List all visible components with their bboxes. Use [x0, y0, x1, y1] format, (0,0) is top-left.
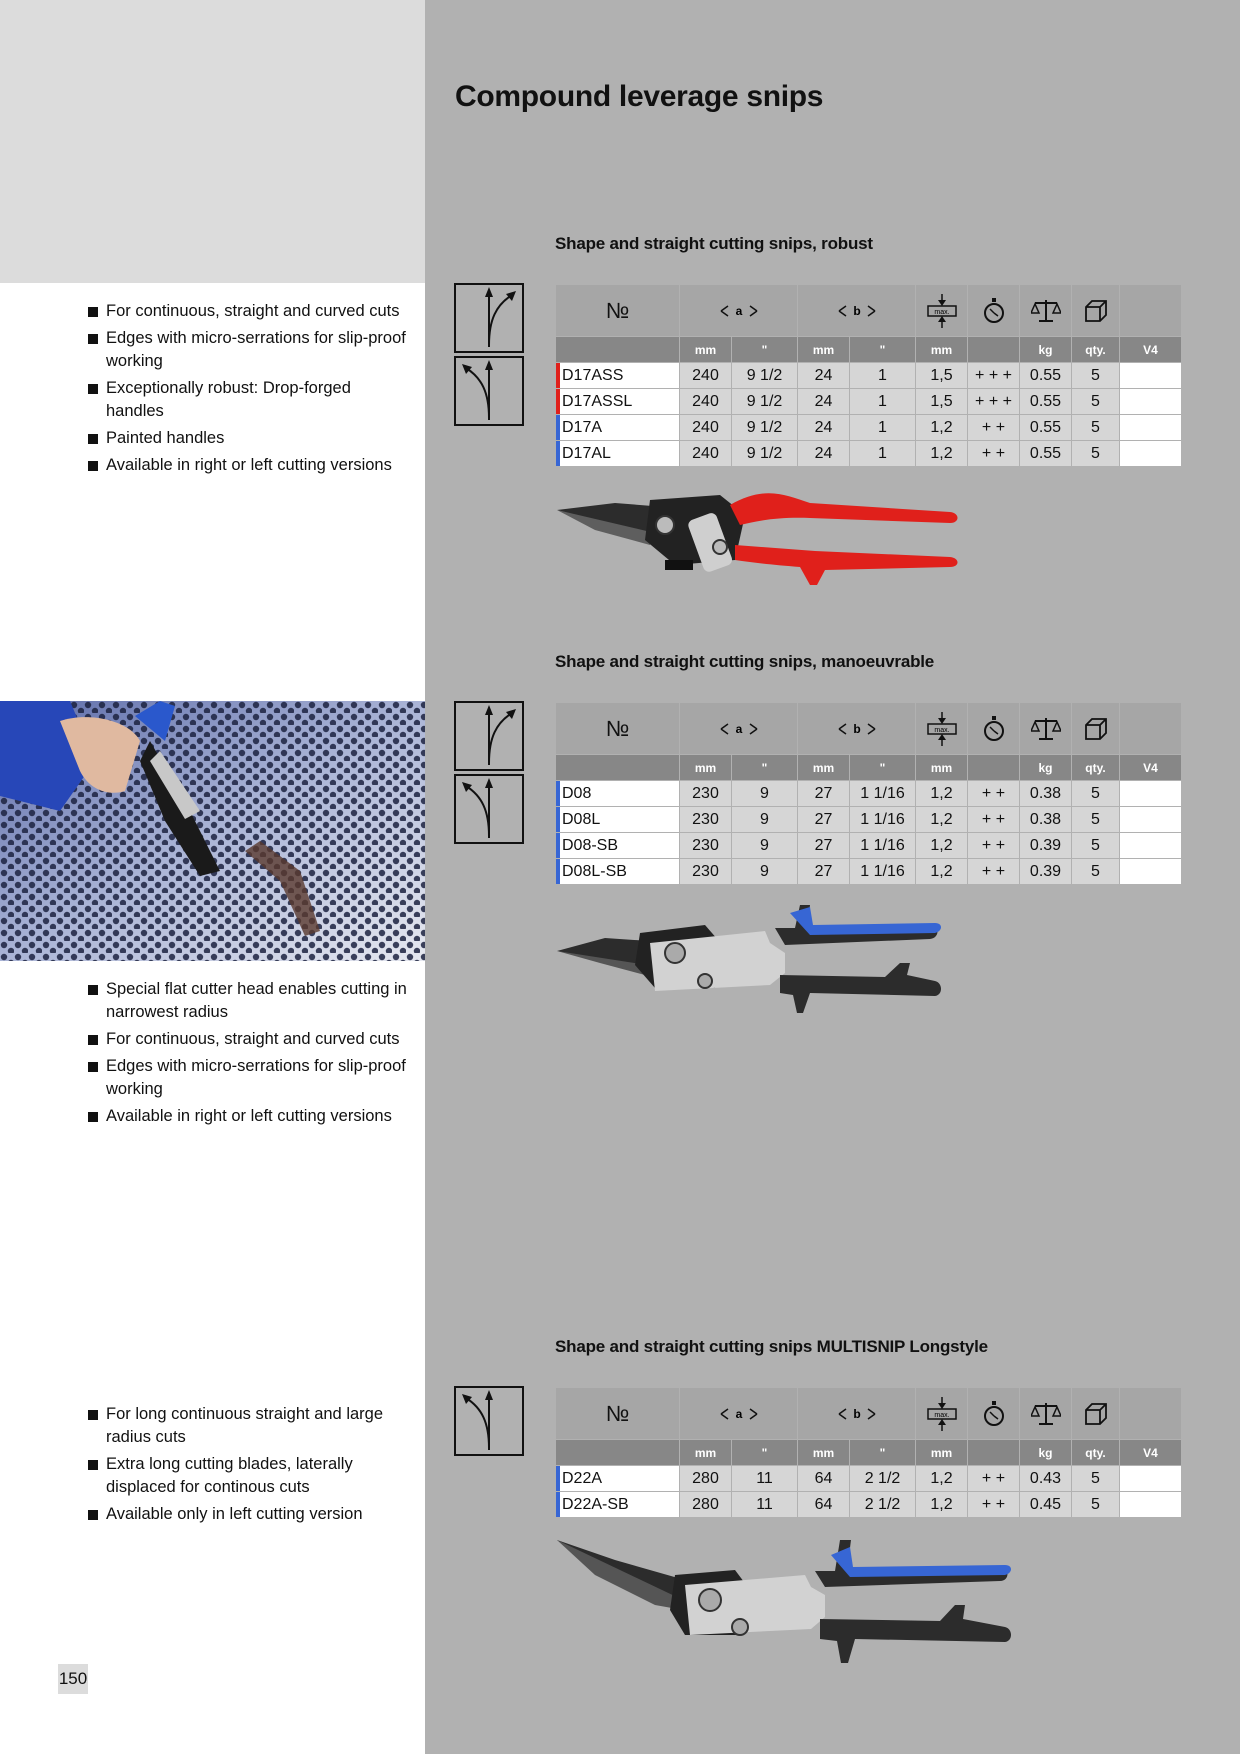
cell: 1,2 — [916, 859, 968, 885]
max-thickness-icon — [916, 703, 968, 755]
article-code: D17ASS — [556, 363, 680, 389]
cell: 1 1/16 — [850, 859, 916, 885]
cell: 280 — [680, 1492, 732, 1518]
package-box-icon — [1072, 285, 1120, 337]
cell: 1 — [850, 441, 916, 467]
cell: 1,2 — [916, 1466, 968, 1492]
cell: 230 — [680, 807, 732, 833]
unit-label: mm — [680, 755, 732, 781]
cell: 9 1/2 — [732, 441, 798, 467]
cell: 1,5 — [916, 389, 968, 415]
unit-label: mm — [798, 337, 850, 363]
cell: 0.55 — [1020, 389, 1072, 415]
article-code: D08 — [556, 781, 680, 807]
article-code: D17ASSL — [556, 389, 680, 415]
cell: + + + — [968, 363, 1020, 389]
cell: 1 1/16 — [850, 781, 916, 807]
cell: + + — [968, 781, 1020, 807]
cell: 240 — [680, 415, 732, 441]
article-code: D08L — [556, 807, 680, 833]
bullet: For continuous, straight and curved cuts — [88, 1028, 408, 1051]
cell: 24 — [798, 363, 850, 389]
cell: + + — [968, 1466, 1020, 1492]
cell: 5 — [1072, 781, 1120, 807]
bullet: Special flat cutter head enables cutting in narrowest radius — [88, 978, 408, 1024]
unit-label: kg — [1020, 1440, 1072, 1466]
article-code: D22A-SB — [556, 1492, 680, 1518]
cell — [1120, 833, 1182, 859]
section-2-bullets — [88, 978, 408, 1132]
svg-text:max.: max. — [933, 308, 950, 316]
left-header-band — [0, 0, 425, 283]
length-a-header — [680, 285, 798, 337]
cell: 0.55 — [1020, 415, 1072, 441]
bullet: Exceptionally robust: Drop-forged handles — [88, 377, 408, 423]
unit-label: mm — [680, 337, 732, 363]
cell: 27 — [798, 859, 850, 885]
cell: 5 — [1072, 389, 1120, 415]
page-title: Compound leverage snips — [455, 80, 824, 113]
cell: 0.55 — [1020, 363, 1072, 389]
article-code: D08L-SB — [556, 859, 680, 885]
unit-label: " — [732, 755, 798, 781]
cell: 0.45 — [1020, 1492, 1072, 1518]
spec-table-multisnip-longstyle — [555, 1387, 1182, 1518]
cell: 240 — [680, 389, 732, 415]
weight-scale-icon — [1020, 703, 1072, 755]
weight-scale-icon — [1020, 1388, 1072, 1440]
cell: 1,2 — [916, 833, 968, 859]
unit-label: qty. — [1072, 1440, 1120, 1466]
bullet: For long continuous straight and large radius cuts — [88, 1403, 408, 1449]
cell — [1120, 415, 1182, 441]
table-row — [556, 441, 1182, 467]
no-header: № — [556, 703, 680, 755]
bullet: Edges with micro-serrations for slip-proof working — [88, 1055, 408, 1101]
unit-spacer — [556, 755, 680, 781]
stopwatch-icon — [968, 285, 1020, 337]
package-box-icon — [1072, 703, 1120, 755]
section-1-bullets — [88, 300, 408, 481]
cell: 24 — [798, 441, 850, 467]
cell: 9 — [732, 807, 798, 833]
cell: 9 1/2 — [732, 389, 798, 415]
cell: 27 — [798, 833, 850, 859]
unit-spacer — [556, 337, 680, 363]
cell: 64 — [798, 1466, 850, 1492]
cell — [1120, 363, 1182, 389]
unit-label: qty. — [1072, 337, 1120, 363]
cell: + + — [968, 833, 1020, 859]
table-row — [556, 1466, 1182, 1492]
spec-table-robust — [555, 284, 1182, 467]
svg-text:b: b — [852, 1406, 861, 1421]
no-header: № — [556, 1388, 680, 1440]
cell — [1120, 389, 1182, 415]
cell: 0.38 — [1020, 807, 1072, 833]
cell: 0.38 — [1020, 781, 1072, 807]
unit-label: " — [732, 337, 798, 363]
cell: 5 — [1072, 1492, 1120, 1518]
table-row — [556, 415, 1182, 441]
cell: 11 — [732, 1492, 798, 1518]
cell: 240 — [680, 363, 732, 389]
bullet: Available in right or left cutting versions — [88, 454, 408, 477]
cell: 27 — [798, 807, 850, 833]
cell: 1 1/16 — [850, 833, 916, 859]
unit-label: " — [850, 755, 916, 781]
unit-label: qty. — [1072, 755, 1120, 781]
unit-label: mm — [916, 337, 968, 363]
right-cut-direction-icon — [454, 283, 524, 353]
unit-label: kg — [1020, 337, 1072, 363]
cell: 9 1/2 — [732, 363, 798, 389]
cell — [1120, 781, 1182, 807]
unit-label: mm — [798, 755, 850, 781]
section-3-bullets — [88, 1403, 408, 1530]
cell: 9 — [732, 781, 798, 807]
unit-label — [968, 337, 1020, 363]
stopwatch-icon — [968, 703, 1020, 755]
right-cut-direction-icon — [454, 701, 524, 771]
table-row — [556, 781, 1182, 807]
table-row — [556, 1492, 1182, 1518]
table-row — [556, 859, 1182, 885]
cell: 230 — [680, 859, 732, 885]
cell: 1 — [850, 389, 916, 415]
table-row — [556, 389, 1182, 415]
cell: 5 — [1072, 415, 1120, 441]
cell: 2 1/2 — [850, 1492, 916, 1518]
unit-label: mm — [798, 1440, 850, 1466]
cell: 24 — [798, 389, 850, 415]
cell: 5 — [1072, 833, 1120, 859]
stopwatch-icon — [968, 1388, 1020, 1440]
cell: 5 — [1072, 807, 1120, 833]
blue-handle-snips-image — [555, 903, 945, 1023]
cell: 0.55 — [1020, 441, 1072, 467]
cell: + + + — [968, 389, 1020, 415]
cell: 280 — [680, 1466, 732, 1492]
unit-label: V4 — [1120, 755, 1182, 781]
cell — [1120, 441, 1182, 467]
cell: 1,2 — [916, 441, 968, 467]
cell: 5 — [1072, 859, 1120, 885]
section-3-subtitle: Shape and straight cutting snips MULTISNIP Longstyle — [555, 1337, 988, 1356]
unit-label — [968, 755, 1020, 781]
bullet: Available only in left cutting version — [88, 1503, 408, 1526]
cell: 1,2 — [916, 781, 968, 807]
bullet: For continuous, straight and curved cuts — [88, 300, 408, 323]
cell — [1120, 1466, 1182, 1492]
usage-photo — [0, 701, 425, 961]
article-code: D17AL — [556, 441, 680, 467]
cell: 5 — [1072, 1466, 1120, 1492]
cell: 2 1/2 — [850, 1466, 916, 1492]
cell — [1120, 1492, 1182, 1518]
unit-label: " — [732, 1440, 798, 1466]
svg-text:max.: max. — [933, 726, 950, 734]
svg-text:a: a — [735, 721, 742, 736]
cell: 11 — [732, 1466, 798, 1492]
bullet: Available in right or left cutting versions — [88, 1105, 408, 1128]
cell: + + — [968, 415, 1020, 441]
cell: + + — [968, 807, 1020, 833]
red-handle-snips-image — [555, 485, 965, 595]
table-row — [556, 833, 1182, 859]
cell: 27 — [798, 781, 850, 807]
cell: 5 — [1072, 441, 1120, 467]
cell: 0.39 — [1020, 859, 1072, 885]
left-cut-direction-icon — [454, 1386, 524, 1456]
cell: 0.43 — [1020, 1466, 1072, 1492]
length-a-header — [680, 703, 798, 755]
page-number: 150 — [58, 1664, 88, 1694]
svg-text:b: b — [852, 721, 861, 736]
section-2-subtitle: Shape and straight cutting snips, manoeuvrable — [555, 652, 935, 671]
svg-text:max.: max. — [933, 1411, 950, 1419]
bullet: Extra long cutting blades, laterally displaced for continous cuts — [88, 1453, 408, 1499]
cell: 64 — [798, 1492, 850, 1518]
length-a-header — [680, 1388, 798, 1440]
cell: + + — [968, 1492, 1020, 1518]
left-cut-direction-icon — [454, 774, 524, 844]
svg-text:b: b — [852, 303, 861, 318]
section-1-subtitle: Shape and straight cutting snips, robust — [555, 234, 873, 253]
left-cut-direction-icon — [454, 356, 524, 426]
empty-header — [1120, 285, 1182, 337]
unit-label — [968, 1440, 1020, 1466]
unit-label: mm — [916, 1440, 968, 1466]
cell: 1 1/16 — [850, 807, 916, 833]
max-thickness-icon — [916, 285, 968, 337]
cell — [1120, 807, 1182, 833]
cell: 5 — [1072, 363, 1120, 389]
cell: 230 — [680, 833, 732, 859]
table-row — [556, 807, 1182, 833]
cell — [1120, 859, 1182, 885]
unit-spacer — [556, 1440, 680, 1466]
cell: 9 1/2 — [732, 415, 798, 441]
unit-label: " — [850, 337, 916, 363]
weight-scale-icon — [1020, 285, 1072, 337]
cell: 1,2 — [916, 1492, 968, 1518]
unit-label: V4 — [1120, 1440, 1182, 1466]
empty-header — [1120, 703, 1182, 755]
cell: 230 — [680, 781, 732, 807]
cell: + + — [968, 859, 1020, 885]
bullet: Painted handles — [88, 427, 408, 450]
article-code: D08-SB — [556, 833, 680, 859]
cell: 1 — [850, 415, 916, 441]
article-code: D17A — [556, 415, 680, 441]
table-row — [556, 363, 1182, 389]
max-thickness-icon — [916, 1388, 968, 1440]
cell: 24 — [798, 415, 850, 441]
cell: 1,2 — [916, 415, 968, 441]
length-b-header — [798, 1388, 916, 1440]
cell: 9 — [732, 833, 798, 859]
empty-header — [1120, 1388, 1182, 1440]
unit-label: mm — [680, 1440, 732, 1466]
svg-text:a: a — [735, 303, 742, 318]
bullet: Edges with micro-serrations for slip-proof working — [88, 327, 408, 373]
article-code: D22A — [556, 1466, 680, 1492]
unit-label: " — [850, 1440, 916, 1466]
longstyle-snips-image — [555, 1535, 1015, 1670]
unit-label: V4 — [1120, 337, 1182, 363]
cell: + + — [968, 441, 1020, 467]
no-header: № — [556, 285, 680, 337]
package-box-icon — [1072, 1388, 1120, 1440]
cell: 9 — [732, 859, 798, 885]
spec-table-manoeuvrable — [555, 702, 1182, 885]
cell: 1 — [850, 363, 916, 389]
unit-label: kg — [1020, 755, 1072, 781]
cell: 0.39 — [1020, 833, 1072, 859]
cell: 1,5 — [916, 363, 968, 389]
cell: 240 — [680, 441, 732, 467]
unit-label: mm — [916, 755, 968, 781]
length-b-header — [798, 285, 916, 337]
svg-text:a: a — [735, 1406, 742, 1421]
length-b-header — [798, 703, 916, 755]
cell: 1,2 — [916, 807, 968, 833]
